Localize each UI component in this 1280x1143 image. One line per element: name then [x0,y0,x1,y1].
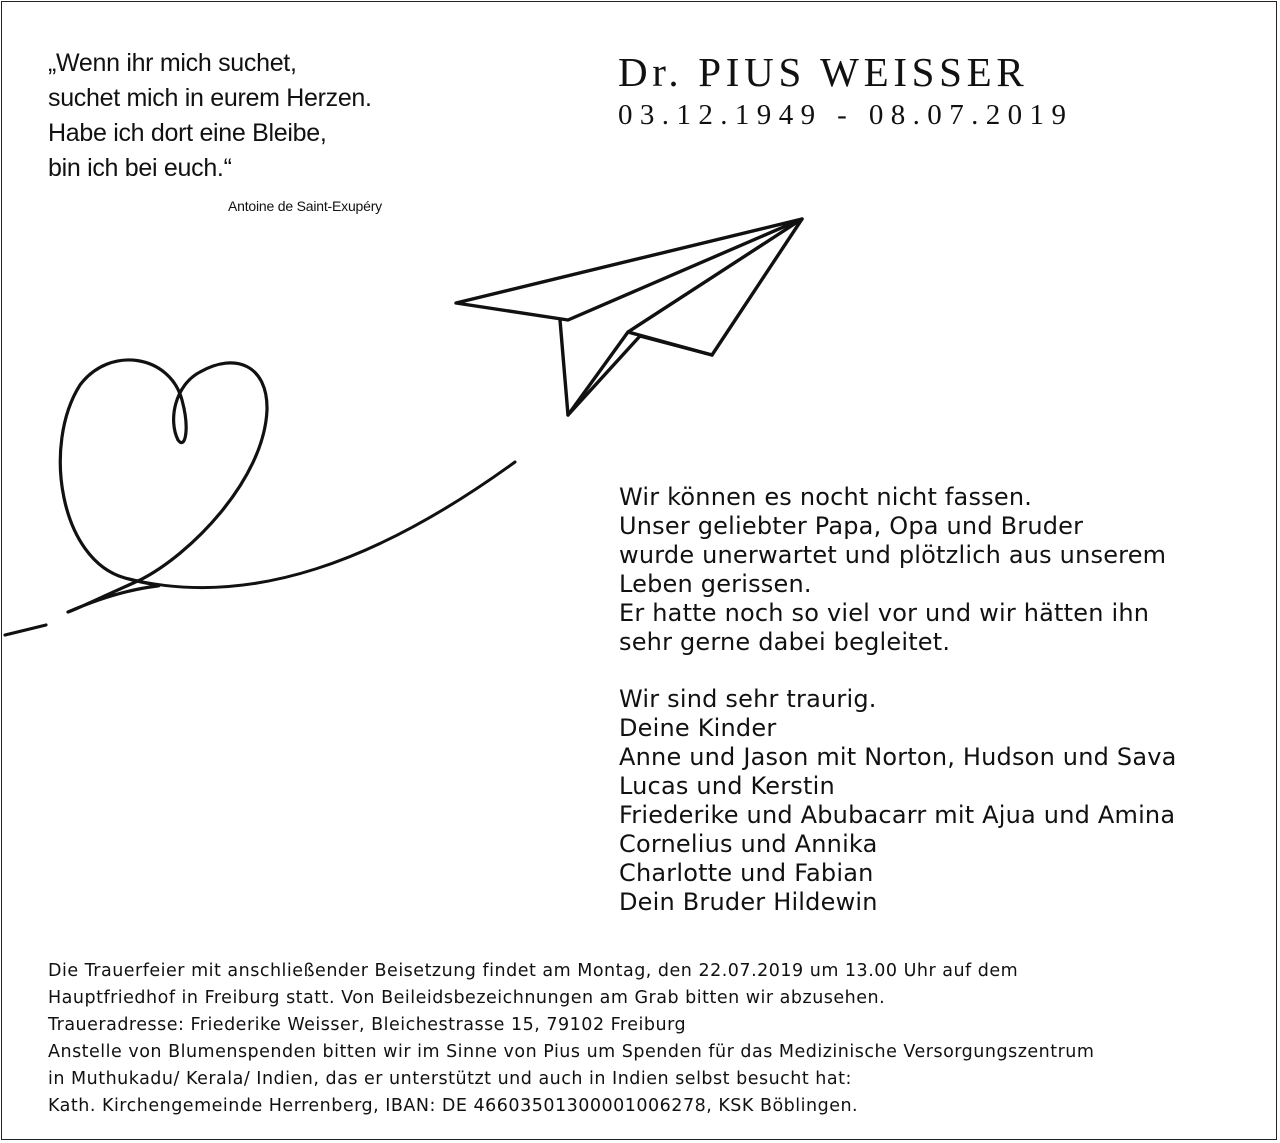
life-dates: 03.12.1949 - 08.07.2019 [618,99,1074,131]
signature-line: Charlotte und Fabian [619,859,874,887]
signature-line: Wir sind sehr traurig. [619,685,877,713]
info-line: Hauptfriedhof in Freiburg statt. Von Beileidsbezeichnungen am Grab bitten wir abzusehen. [48,988,886,1008]
message-line: Er hatte noch so viel vor und wir hätten ihn [619,599,1150,627]
condolence-message [619,483,1269,657]
info-line: Anstelle von Blumenspenden bitten wir im Sinne von Pius um Spenden für das Medizinische Versorgungszentrum [48,1042,1095,1062]
signature-line: Cornelius und Annika [619,830,878,858]
quote-line: Habe ich dort eine Bleibe, [48,119,327,147]
heart-trail [125,462,515,588]
quote-author: Antoine de Saint-Exupéry [228,198,382,214]
quote-line: suchet mich in eurem Herzen. [48,84,372,112]
info-line: Kath. Kirchengemeinde Herrenberg, IBAN: DE 46603501300001006278, KSK Böblingen. [48,1096,859,1116]
family-signature [619,685,1269,917]
message-line: wurde unerwartet und plötzlich aus unserem [619,541,1167,569]
message-line: Leben gerissen. [619,570,812,598]
message-line: Unser geliebter Papa, Opa und Bruder [619,512,1084,540]
signature-line: Friederike und Abubacarr mit Ajua und Amina [619,801,1176,829]
message-line: Wir können es nocht nicht fassen. [619,483,1033,511]
heart-line-icon [5,360,267,635]
quote-line: „Wenn ihr mich suchet, [48,49,297,77]
deceased-name: Dr. PIUS WEISSER [618,49,1029,95]
signature-line: Dein Bruder Hildewin [619,888,878,916]
paper-plane-icon [456,219,802,415]
signature-line: Deine Kinder [619,714,777,742]
quote-line: bin ich bei euch.“ [48,154,232,182]
info-line: Die Trauerfeier mit anschließender Beisetzung findet am Montag, den 22.07.2019 um 13.00 Uhr auf dem [48,961,1019,981]
message-line: sehr gerne dabei begleitet. [619,628,951,656]
signature-line: Anne und Jason mit Norton, Hudson und Sava [619,743,1177,771]
info-line: in Muthukadu/ Kerala/ Indien, das er unterstützt und auch in Indien selbst besucht hat: [48,1069,852,1089]
funeral-info [48,958,1263,1120]
signature-line: Lucas und Kerstin [619,772,835,800]
info-line: Traueradresse: Friederike Weisser, Bleichestrasse 15, 79102 Freiburg [48,1015,687,1035]
